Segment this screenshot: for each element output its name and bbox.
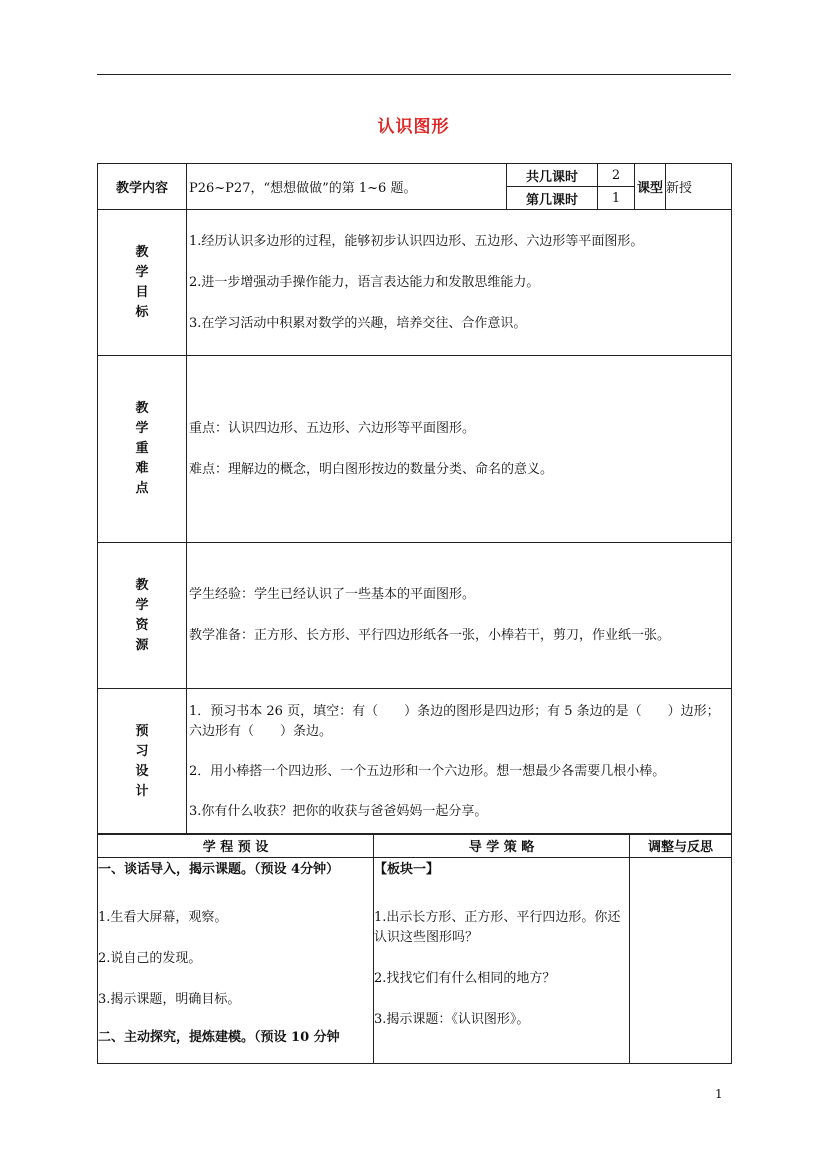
page-number: 1 [715, 1087, 723, 1101]
plan-header-process: 学 程 预 设 [98, 834, 374, 858]
plan-item: 1.生看大屏幕，观察。 [98, 910, 228, 925]
section-label-resources [98, 543, 187, 689]
label-char: 目 [135, 284, 149, 300]
total-hours-label: 共几课时 [507, 164, 598, 187]
objective-line: 1.经历认识多边形的过程，能够初步认识四边形、五边形、六边形等平面图形。 [189, 233, 644, 249]
label-char: 源 [135, 637, 149, 653]
strategy-item: 1.出示长方形、正方形、平行四边形。你还认识这些图形吗？ [374, 910, 621, 945]
label-char: 教 [135, 577, 149, 593]
label-char: 学 [135, 421, 149, 436]
page-title: 认识图形 [377, 117, 450, 137]
label-char: 难 [135, 461, 149, 476]
plan-heading: 二、主动探究，提炼建模。（预设 10 分钟 [98, 1030, 340, 1045]
total-hours-value: 2 [598, 164, 635, 187]
key-points-content [187, 356, 732, 543]
preview-line: 3.你有什么收获？把你的收获与爸爸妈妈一起分享。 [189, 803, 488, 819]
objective-line: 2.进一步增强动手操作能力，语言表达能力和发散思维能力。 [189, 274, 540, 290]
label-char: 学 [135, 597, 149, 613]
current-hour-label: 第几课时 [507, 187, 598, 210]
preview-line: 1．预习书本 26 页，填空：有（ ）条边的图形是四边形；有 5 条边的是（ ）边形；六边形有（ ）条边。 [189, 703, 720, 739]
label-char: 设 [135, 763, 149, 779]
resource-line: 教学准备：正方形、长方形、平行四边形纸各一张，小棒若干，剪刀，作业纸一张。 [189, 628, 671, 643]
objectives-content [187, 210, 732, 356]
section-label-preview [98, 689, 187, 835]
resource-line: 学生经验：学生已经认识了一些基本的平面图形。 [189, 587, 476, 602]
plan-item: 2.说自己的发现。 [98, 951, 202, 966]
lesson-info-table [97, 163, 732, 835]
plan-process-column [98, 858, 374, 1064]
content-value: P26~P27，“想想做做”的第 1~6 题。 [187, 164, 507, 210]
label-char: 重 [135, 441, 149, 456]
label-char: 教 [135, 244, 149, 260]
strategy-heading: 【板块一】 [374, 862, 440, 877]
label-char: 预 [135, 723, 149, 739]
plan-header-reflection: 调整与反思 [630, 834, 732, 858]
label-char: 点 [135, 481, 149, 496]
current-hour-value: 1 [598, 187, 635, 210]
strategy-item: 3.揭示课题：《认识图形》。 [374, 1012, 530, 1027]
objective-line: 3.在学习活动中积累对数学的兴趣，培养交往、合作意识。 [189, 315, 527, 331]
lesson-type-label: 课型 [635, 164, 666, 210]
label-char: 标 [135, 304, 149, 320]
plan-header-strategy: 导 学 策 略 [374, 834, 630, 858]
lesson-type-value: 新授 [666, 164, 732, 210]
resources-content [187, 543, 732, 689]
preview-content [187, 689, 732, 835]
key-point-line: 重点：认识四边形、五边形、六边形等平面图形。 [189, 420, 476, 436]
strategy-item: 2.找找它们有什么相同的地方？ [374, 971, 556, 986]
key-point-line: 难点：理解边的概念，明白图形按边的数量分类、命名的意义。 [189, 461, 554, 477]
plan-strategy-column [374, 858, 630, 1064]
content-label: 教学内容 [98, 164, 187, 210]
label-char: 计 [135, 783, 149, 799]
label-char: 习 [135, 743, 149, 759]
label-char: 资 [135, 617, 149, 633]
label-char: 教 [135, 401, 149, 416]
plan-item: 3.揭示课题，明确目标。 [98, 992, 241, 1007]
teaching-plan-table [97, 833, 732, 1064]
header-rule [97, 74, 731, 75]
section-label-objectives [98, 210, 187, 356]
plan-heading: 一、谈话导入，揭示课题。（预设 4分钟） [98, 862, 340, 877]
preview-line: 2．用小棒搭一个四边形、一个五边形和一个六边形。想一想最少各需要几根小棒。 [189, 763, 666, 779]
label-char: 学 [135, 264, 149, 280]
plan-reflection-column [630, 858, 732, 1064]
section-label-key-points [98, 356, 187, 543]
